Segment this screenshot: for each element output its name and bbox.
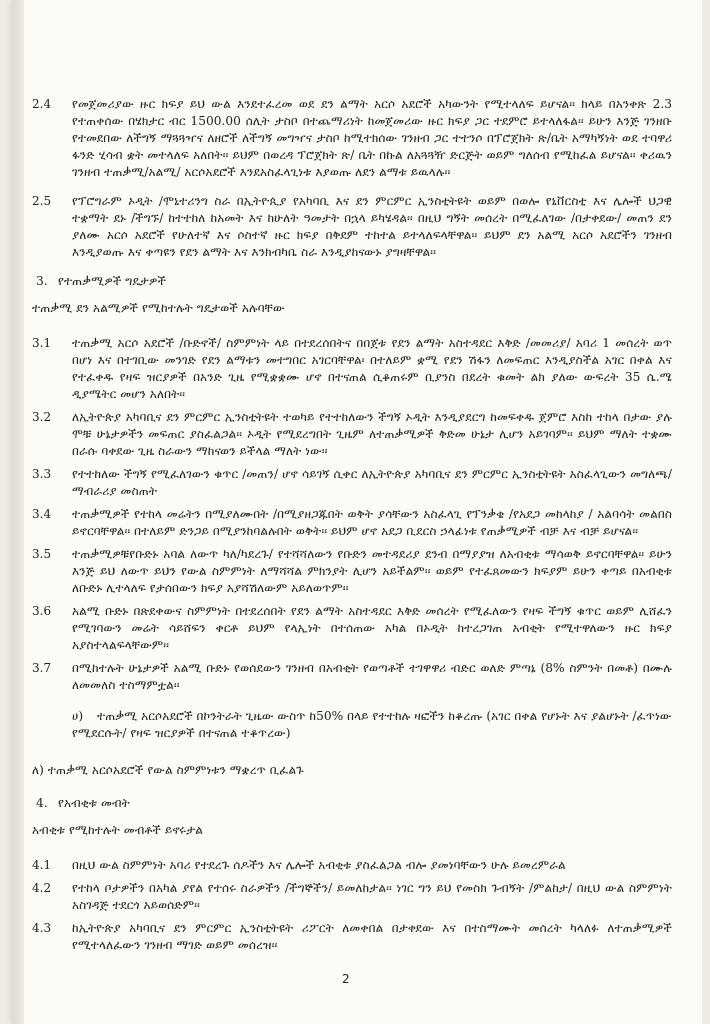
clause-3-6 xyxy=(32,603,672,654)
clause-number: 4.3 xyxy=(32,921,52,935)
clause-text: ተጠቃሚ አርሶ አደሮች /ቡድኖች/ ስምምነት ላይ በተደረሰበትና በበጀቱ የደን ልማት አስተዳደር እቅድ /መመሪያ/ አባሪ 1 መሰረት ወጥ በሆነ እና በተገቢው መንገድ የደን ልማቱን መተግበር አገርባቸዋል፡ በተለይም ቋሚ የደን ሽፋን ለመፍጠር እንዲያስችል አገር በቀል እና የተፈቀዱ የዛፍ ዝርያዎች በአንድ ጊዜ የሚቋቋሙ ሆኖ በተናጠል ሲቆጠሩም ቢያንስ በደረት ቁመት ልክ ያለው ውፍረት 35 ሴ.ሜ ዲያሜትር መሆን አለበት፡፡ xyxy=(72,336,672,401)
clause-number: 3.4 xyxy=(32,507,52,521)
clause-3-3 xyxy=(32,466,672,500)
sub-item-text: ተጠቃሚ አርሶአደሮች በኮንትራት ጊዜው ውስጥ ከ50% በላይ የተተከሉ ዛፎችን ከቆረጡ (አገር በቀል የሆኑት እና ያልሆኑት /ፈጥነው የሚደርሱት/ የዛፍ ዝርያዎች በተናጠል ተቆጥረው) xyxy=(72,709,672,740)
clause-number: 2.4 xyxy=(32,97,52,111)
clause-text: ለኢትዮጵያ አካባቢና ደን ምርምር ኢንስቲትዩት ተወካይ የተተከለውን ችግኝ ኦዲት እንዲያደርግ ከመፍቀዱ ጀምሮ እስከ ተከላ በታው ያሉ ሞቹ ሁኔታዎችን መፍጠር ያስፈልጋል፡፡ ኦዲት የሚደረግበት ጊዜም ለተጠቃሚዎች ቅድመ ሁኔታ ሊሆን አይገባም፡፡ ይህም ማለት ተቋሙ በራሱ ባቀደው ጊዜ ስራውን ማከናወን ይችላል ማለት ነው፡፡ xyxy=(72,410,672,458)
clause-text: የመጀመሪያው ዙር ክፍያ ይህ ውል እንደተፈረመ ወደ ደን ልማት አርሶ አደሮች አካውንት የሚተላለፍ ይሆናል፡፡ ክላይ በአንቀጽ 2.3 የተጠቀሰው በሄክታር ብር 1500.00 ሰሊት ታስቦ በተጨማሪነት ከመጀመሪው ዙር ክፍያ ጋር ተደምሮ ይተላለፋል፡፡ ይሁን እንጅ ገንዘቡ የተመደበው ለችግኝ ማጓጓዣና ለዘሮች ለችግኝ መግዣና ታስቦ ከሚተክሰው ገንዘብ ጋር ተተንሶ በፕሮጀክት ጽ/ቤት አማካኝነት ወደ ተባዋሪ ፋንድ ሂሳብ ቋት መተላለፍ አለበት፡፡ ይህም በወረዳ ፕሮጀክት ጽ/ ቤት በኩል ለአጓጓዥ ድርጅት ወይም ግለሰብ የሚከፈል ይሆናል፡፡ ቀሪዉን ገንዘብ ተጠቃሚ/አልሚ/ አርሶአደሮች እንደአስፈላጊነቱ እያወጡ ለደን ልማቱ ይዉላሉ፡፡ xyxy=(72,97,672,179)
clause-4-2 xyxy=(32,880,672,914)
clause-number: 3.5 xyxy=(32,547,52,561)
section-title: የአብቂቱ መብት xyxy=(58,796,130,810)
clause-number: 3.6 xyxy=(32,604,52,618)
clause-3-7 xyxy=(32,660,672,694)
clause-text: የተተከለው ችግኝ የሚፈለገውን ቁጥር /መጠን/ ሆኖ ሳይገኝ ሲቀር ለኢትዮጵያ አካባቢና ደን ምርምር ኢንስቲትዩት አስፈላጊውን መግለጫ/ማብራሪያ መስጠት xyxy=(72,467,672,498)
clause-text: ተጠቃሚዎቹየቡድኑ አባል ለውጥ ካለ/ካደረጉ/ የተሻሻለውን የቡድን መተዳደሪያ ደንብ በማያያዝ ለአብቂቱ ማሳወቅ ይኖርባቸዋል፡፡ ይሁን እንጅ ይህ ለውጥ ይህን የውል ስምምነት ለማሻሻል ምክንያት ሊሆን አይችልም፡፡ ወይም የተፈጸመውን ክፍያም ይሁን ቀጣይ በአብቂቱ ለቡድኑ ሊተላለፍ የታሰበውን ክፍያ አያሻሽለውም አይለወጥም፡፡ xyxy=(72,547,672,595)
clause-text: በዚህ ውል ስምምነት አባሪ የተደረጉ ሰዶችን እና ሌሎች አብቂቱ ያስፈልጋል ብሎ ያመነባቸውን ሁሉ ይመረምራል xyxy=(72,858,566,872)
clause-3-1 xyxy=(32,335,672,403)
clause-3-7-b: ለ) ተጠቃሚ አርሶአደሮች የውል ስምምነቱን ማቋረጥ ቢፈልጉ xyxy=(32,763,304,777)
clause-2-5 xyxy=(32,193,672,261)
clause-text: በሚከተሉት ሁኔታዎች አልሚ ቡድኑ የወሰደውን ገንዘብ በአብቂት የወጣቶች ተገዋዋሪ ብድር ወለድ ምጣኔ (8% ስምንት በመቶ) በሙሉ ለመመለስ ተስማምቷል፡፡ xyxy=(72,661,672,692)
section-4-title xyxy=(36,795,672,812)
section-number: 4. xyxy=(36,796,48,810)
section-title: የተጠቃሚዎች ግዴታዎች xyxy=(58,274,167,288)
clause-number: 3.2 xyxy=(32,410,52,424)
page-shadow-edge xyxy=(12,0,24,1024)
page-number: 2 xyxy=(342,972,350,986)
clause-number: 3.3 xyxy=(32,467,52,481)
clause-number: 3.7 xyxy=(32,661,52,675)
clause-number: 4.2 xyxy=(32,881,52,895)
clause-text: የፕሮግራም ኦዲት /ሞኒተሪንግ ስራ በኢትዮጲያ የአካባቢ እና ደን ምርምር ኢንስቲትዩት ወይም በወሎ የኒቨርስቲ እና ሌሎች ህጋዊ ተቋማት ደኑ /ችግኙ/ ከተተከለ ከአመት እና ከሁለት ዓመታት በኋላ ይካሄዳል፡፡ በዚህ ግኝት መሰረት በሚፈለገው /በታቀደው/ መጠን ደን ያለሙ አርሶ አደሮች የሁለተኛ እና ሶስተኛ ዙር ክፍያ በቅደም ተከተል ይተላለፍላቸዋል፡፡ ይህም ደን አልሚ አርሶ አደሮችን ገንዘብ እንዲያወጡ እና ቀጣዩን የደን ልማት እና እንክብካቤ ስራ እንዲያከናውኑ ያግዛቸዋል፡፡ xyxy=(72,194,672,259)
clause-4-1 xyxy=(32,857,672,874)
clause-text: ተጠቃሚዎች የተከላ መሬትን በሚያለሙበት /በሚያዘጋጁበት ወቅት ያሳቸውን አስፈላጊ የፕንቃቄ /የአደጋ መከላከያ / አልባሳት መልበስ ይኖርባቸዋል፡፡ በተለይም ድንጋይ በሚያንከባልሉበት ወቅት፡፡ ይህም ሆኖ አደጋ ቢደርስ ኃላፊነቱ የጠቃሚዎች ብቻ እና ብቻ ይሆናል፡፡ xyxy=(72,507,672,538)
section-3-heading: ተጠቃሚ ደን አልሚዎች የሚከተሉት ግዴታወች አሉባቸው xyxy=(32,301,285,315)
clause-text: የተከላ ቦታዎችን በአካል ያየል የተሰሩ ስራዎችን /ችግኞችን/ ይመለከታል፡፡ ነገር ግን ይህ የመስክ ጉብኝት /ምልከታ/ በዚህ ውል ስምምነት አስገዳጅ ተደርጎ አይወሰድም፡፡ xyxy=(72,881,672,912)
section-3-title xyxy=(36,273,672,290)
document-page xyxy=(12,0,702,1024)
clause-4-3 xyxy=(32,920,672,954)
clause-number: 4.1 xyxy=(32,858,52,872)
clause-3-7-a xyxy=(32,708,672,742)
clause-number: 2.5 xyxy=(32,194,52,208)
section-4-heading: አብቂቱ የሚከተሉት መብቶች ይኖሩታል xyxy=(32,823,203,837)
section-number: 3. xyxy=(36,274,48,288)
clause-text: ከኢትዮጵያ አካባቢና ደን ምርምር ኢንስቲትዩት ሪፖርት ለመቀበል በታቀደው እና በተስማሙት መሰረት ካላለፉ ለተጠቃሚዎች የሚተላለፈውን ገንዘብ ማገድ ወይም መሰረዝ፡፡ xyxy=(72,921,672,952)
clause-text: አልሚ ቡድኑ በጽደቀውና ስምምነት በተደረሰበት የደን ልማት አስተዳደር እቅድ መሰረት የሚፈለውን የዛፍ ችግኝ ቁጥር ወይም ሊሸፈን የሚገባውን መሬት ሳይሸፍን ቀርቶ ይህም የላኢነት በተሰጠው አካል በኦዲት ከተረጋገጠ አብቂት የሚተዋለውን ዙር ክፍያ አያስተላልፍላቸውም፡፡ xyxy=(72,604,672,652)
clause-number: 3.1 xyxy=(32,336,52,350)
sub-item-marker: ሀ) xyxy=(72,709,84,723)
clause-2-4 xyxy=(32,96,672,181)
clause-3-4 xyxy=(32,506,672,540)
clause-3-5 xyxy=(32,546,672,597)
document-body xyxy=(32,96,672,960)
clause-3-2 xyxy=(32,409,672,460)
